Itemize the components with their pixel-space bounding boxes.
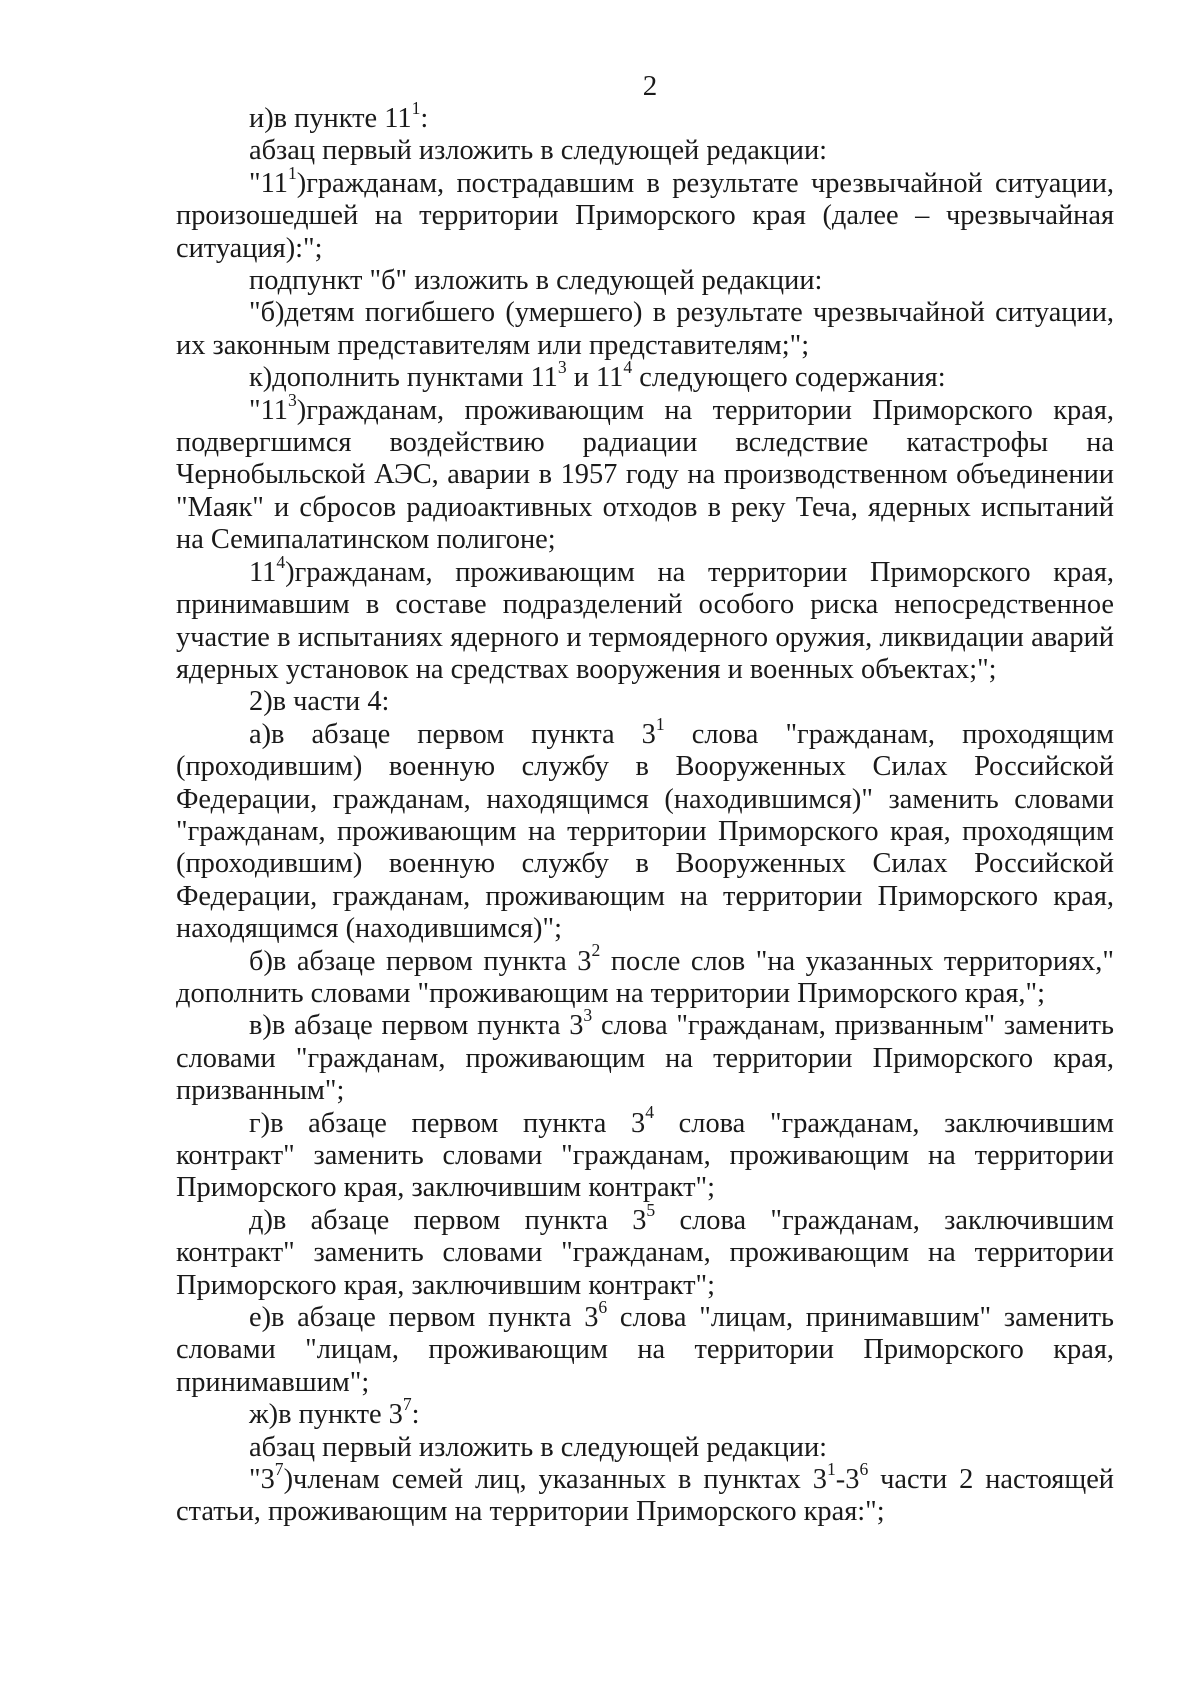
- paragraph-p15: [176, 1296, 1122, 1399]
- paragraph-p02: [176, 135, 1114, 167]
- superscript: 4: [276, 551, 286, 572]
- text-segment: подпункт "б" изложить в следующей редакции:: [249, 265, 823, 297]
- paragraph-p13: [176, 1102, 1122, 1205]
- paragraph-p17: [176, 1432, 1114, 1464]
- superscript: 1: [287, 162, 297, 183]
- paragraph-p16: [176, 1394, 1114, 1431]
- superscript: 3: [557, 357, 567, 378]
- text-segment: )гражданам, проживающим на территории Приморского края, принимавшим в составе подразделений особого риска непосредственное участие в испытаниях ядерного и термоядерного оружия, ликвидации аварий ядерных установок на средствах вооружения и военных объектах;";: [176, 556, 1122, 685]
- paragraph-p10: [176, 713, 1122, 946]
- text-segment: следующего содержания:: [632, 362, 946, 394]
- text-segment: слова "гражданам, заключившим контракт" заменить словами "гражданам, проживающим на территории Приморского края, заключившим контракт";: [176, 1107, 1122, 1204]
- paragraph-p06: [176, 357, 1114, 394]
- text-segment: 2)в части 4:: [249, 686, 390, 718]
- text-segment: и)в пункте 11: [249, 103, 412, 134]
- superscript: 1: [826, 1458, 836, 1479]
- text-segment: абзац первый изложить в следующей редакции:: [249, 1431, 828, 1463]
- superscript: 6: [859, 1458, 869, 1479]
- paragraph-p03: [176, 162, 1122, 265]
- superscript: 6: [598, 1296, 608, 1317]
- text-segment: "б)детям погибшего (умершего) в результате чрезвычайной ситуации, их законным представителям или представителям;";: [176, 297, 1122, 361]
- paragraph-p18: [176, 1458, 1122, 1529]
- text-segment: а)в абзаце первом пункта 3: [249, 718, 656, 750]
- text-segment: к)дополнить пунктами 11: [249, 362, 558, 394]
- text-segment: г)в абзаце первом пункта 3: [249, 1107, 646, 1139]
- text-segment: слова "гражданам, призванным" заменить словами "гражданам, проживающим на территории Приморского края, призванным";: [176, 1010, 1122, 1107]
- paragraph-p09: [176, 686, 1114, 718]
- text-segment: -3: [835, 1464, 860, 1496]
- text-segment: )гражданам, проживающим на территории Приморского края, подвергшимся воздействию радиации вследствие катастрофы на Чернобыльской АЭС, аварии в 1957 году на производственном объединении "Маяк" и сбросов радиоактивных отходов в реку Теча, ядерных испытаний на Семипалатинском полигоне;: [176, 394, 1122, 556]
- superscript: 3: [583, 1005, 593, 1026]
- text-segment: е)в абзаце первом пункта 3: [249, 1302, 599, 1334]
- text-segment: б)в абзаце первом пункта 3: [249, 945, 592, 977]
- paragraph-p11: [176, 940, 1122, 1011]
- text-segment: абзац первый изложить в следующей редакции:: [249, 135, 828, 167]
- superscript: 3: [287, 389, 297, 410]
- text-segment: "11: [249, 394, 288, 426]
- text-segment: слова "гражданам, проходящим (проходившим) военную службу в Вооруженных Силах Российской Федерации, гражданам, находящимся (находившимся)" заменить словами "гражданам, проживающим на территории Приморского края, проходящим (проходившим) военную службу в Вооруженных Силах Российской Федерации, гражданам, проживающим на территории Приморского края, находящимся (находившимся)";: [176, 718, 1122, 945]
- paragraph-p12: [176, 1005, 1122, 1107]
- text-segment: части 2 настоящей статьи, проживающим на территории Приморского края:";: [176, 1464, 1122, 1528]
- superscript: 1: [655, 713, 665, 734]
- superscript: 4: [623, 357, 633, 378]
- superscript: 2: [591, 940, 601, 961]
- text-segment: "11: [249, 167, 288, 199]
- text-segment: )членам семей лиц, указанных в пунктах 3: [283, 1464, 827, 1496]
- document-body: [176, 97, 1122, 1529]
- text-segment: ж)в пункте 3: [249, 1399, 403, 1431]
- paragraph-p07: [176, 389, 1122, 557]
- paragraph-p05: [176, 297, 1122, 362]
- paragraph-p14: [176, 1199, 1122, 1302]
- text-segment: слова "лицам, принимавшим" заменить словами "лицам, проживающим на территории Приморского края, принимавшим";: [176, 1302, 1122, 1398]
- superscript: 5: [646, 1199, 656, 1220]
- paragraph-p08: [176, 551, 1122, 687]
- paragraph-p04: [176, 265, 1114, 297]
- paragraph-p01: [176, 97, 1114, 135]
- page-number: 2: [642, 70, 658, 102]
- text-segment: и 11: [566, 362, 624, 394]
- text-segment: д)в абзаце первом пункта 3: [249, 1204, 647, 1236]
- text-segment: после слов "на указанных территориях," дополнить словами "проживающим на территории Приморского края,";: [176, 945, 1122, 1009]
- superscript: 7: [274, 1458, 284, 1479]
- text-segment: :: [411, 1399, 420, 1431]
- text-segment: "3: [249, 1464, 275, 1496]
- superscript: 7: [402, 1394, 412, 1415]
- text-segment: :: [420, 103, 429, 134]
- superscript: 1: [411, 97, 421, 118]
- text-segment: в)в абзаце первом пункта 3: [249, 1010, 584, 1042]
- text-segment: слова "гражданам, заключившим контракт" заменить словами "гражданам, проживающим на территории Приморского края, заключившим контракт";: [176, 1204, 1122, 1301]
- text-segment: 11: [249, 556, 277, 588]
- text-segment: )гражданам, пострадавшим в результате чрезвычайной ситуации, произошедшей на территории Приморского края (далее – чрезвычайная ситуация):";: [176, 167, 1122, 264]
- superscript: 4: [645, 1102, 655, 1123]
